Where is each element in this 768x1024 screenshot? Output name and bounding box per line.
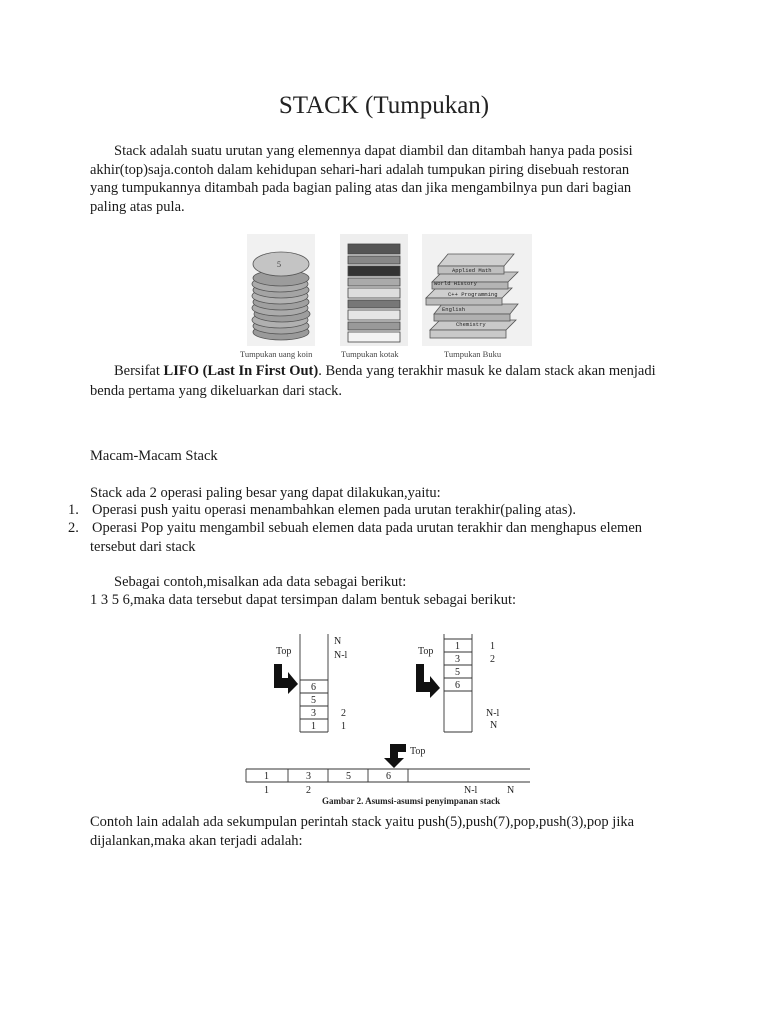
closing-line: Contoh lain adalah ada sekumpulan perintah stack yaitu push(5),push(7),pop,push(3),pop jika	[90, 814, 635, 830]
book-title: Applied Math	[452, 267, 492, 274]
top-label: Top	[410, 746, 426, 757]
closing-paragraph	[90, 813, 690, 850]
stack-diagram	[240, 632, 540, 810]
index-label: 1	[264, 785, 269, 796]
stack-cell: 1	[311, 721, 316, 732]
index-label: N	[490, 720, 498, 731]
stack-cell: 1	[455, 641, 460, 652]
list-item-continuation: tersebut dari stack	[90, 539, 196, 555]
index-label: N-l	[486, 708, 500, 719]
lifo-term: LIFO (Last In First Out)	[163, 363, 319, 379]
array-cell: 3	[306, 771, 311, 782]
book-title: C++ Programming	[448, 291, 498, 298]
section-heading: Macam-Macam Stack	[90, 448, 218, 464]
lifo-suffix: . Benda yang terakhir masuk ke dalam stack akan menjadi	[318, 363, 656, 379]
example-line: 1 3 5 6,maka data tersebut dapat tersimpan dalam bentuk sebagai berikut:	[90, 592, 517, 608]
coin-number: 5	[277, 260, 281, 269]
index-label: 2	[306, 785, 311, 796]
lifo-prefix: Bersifat	[114, 363, 164, 379]
intro-line: paling atas pula.	[90, 198, 185, 215]
box-stack-image	[340, 234, 408, 346]
list-item: Operasi push yaitu operasi menambahkan elemen pada urutan terakhir(paling atas).	[92, 502, 576, 518]
index-label: N-l	[464, 785, 478, 796]
index-label: N-l	[334, 650, 348, 661]
coin-stack-image	[247, 234, 315, 346]
image-caption: Tumpukan kotak	[341, 349, 399, 359]
image-caption: Tumpukan uang koin	[240, 349, 313, 359]
book-stack-image	[422, 234, 532, 346]
stack-cell: 6	[455, 680, 460, 691]
array-cell: 5	[346, 771, 351, 782]
intro-paragraph	[90, 142, 690, 216]
intro-line: Stack adalah suatu urutan yang elemennya dapat diambil dan ditambah hanya pada posisi	[114, 143, 633, 159]
array-cell: 1	[264, 771, 269, 782]
stack-cell: 3	[311, 708, 316, 719]
image-caption: Tumpukan Buku	[444, 349, 502, 359]
page-title: STACK (Tumpukan)	[278, 92, 490, 119]
index-label: 2	[341, 708, 346, 719]
example-line: Sebagai contoh,misalkan ada data sebagai berikut:	[114, 574, 407, 590]
lifo-line: benda pertama yang dikeluarkan dari stack.	[90, 382, 343, 399]
intro-line: yang tumpukannya ditambah pada bagian paling atas dan jika mengambilnya pun dari bagian	[90, 180, 632, 196]
index-label: N	[334, 636, 342, 647]
book-title: English	[442, 306, 466, 313]
closing-line: dijalankan,maka akan terjadi adalah:	[90, 832, 303, 849]
index-label: 2	[490, 654, 495, 665]
list-number: 1.	[68, 502, 79, 518]
stack-cell: 3	[455, 654, 460, 665]
top-arrow-icon	[384, 744, 406, 768]
list-item: Operasi Pop yaitu mengambil sebuah elemen data pada urutan terakhir dan menghapus elemen	[92, 520, 643, 536]
index-label: 1	[490, 641, 495, 652]
top-label: Top	[276, 646, 292, 657]
top-arrow-icon	[274, 664, 298, 694]
top-arrow-icon	[416, 664, 440, 698]
lifo-paragraph	[90, 362, 690, 400]
index-label: N	[507, 785, 515, 796]
book-title: World History	[434, 280, 477, 287]
ops-intro: Stack ada 2 operasi paling besar yang dapat dilakukan,yaitu:	[90, 485, 441, 501]
book-title: Chemistry	[456, 321, 486, 328]
diagram-caption: Gambar 2. Asumsi-asumsi penyimpanan stack	[322, 796, 501, 806]
list-number: 2.	[68, 520, 79, 536]
stack-cell: 6	[311, 682, 316, 693]
stack-cell: 5	[311, 695, 316, 706]
index-label: 1	[341, 721, 346, 732]
array-cell: 6	[386, 771, 391, 782]
top-label: Top	[418, 646, 434, 657]
intro-line: akhir(top)saja.contoh dalam kehidupan sehari-hari adalah tumpukan piring disebuah restoran	[90, 161, 630, 178]
stack-cell: 5	[455, 667, 460, 678]
